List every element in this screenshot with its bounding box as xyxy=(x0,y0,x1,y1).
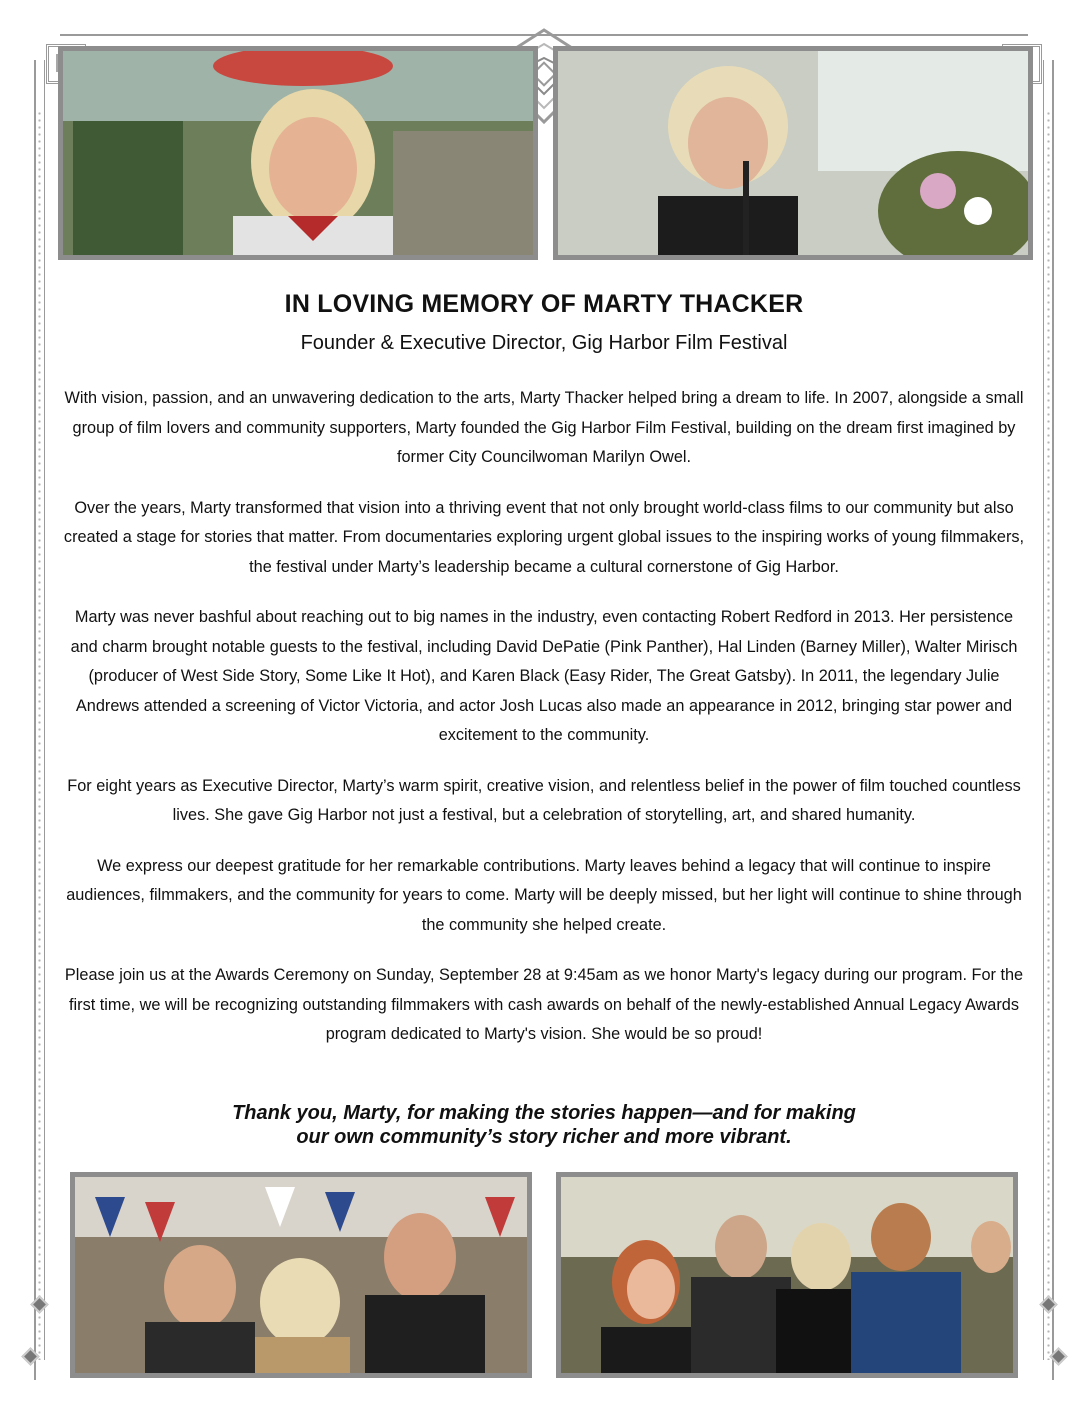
paragraph-guests: Marty was never bashful about reaching out to big names in the industry, even contacting Robert Redford in 2013. Her persistence and charm brought notable guests to the festival, including David DePatie (Pink Panther), Hal Linden (Barney Miller), Walter Mirisch (producer of West Side Story, Some Like It Hot), and Karen Black (Easy Rider, The Great Gatsby). In 2011, the legendary Julie Andrews attended a screening of Victor Victoria, and actor Josh Lucas also made an appearance in 2012, bringing star power and excitement to the community. xyxy=(70,608,1018,744)
paragraph-ceremony: Please join us at the Awards Ceremony on Sunday, September 28 at 9:45am as we honor Marty's legacy during our program. For the first time, we will be recognizing outstanding filmmakers with cash awards on behalf of the newly-established Annual Legacy Awards program dedicated to Marty's vision. She would be so proud! xyxy=(64,966,1024,1043)
frame-left-line xyxy=(34,60,36,1380)
photo-marty-speaking xyxy=(553,46,1033,260)
photo-marty-outdoor xyxy=(58,46,538,260)
closing-line-2: our own community’s story richer and more vibrant. xyxy=(296,1126,792,1148)
paragraph-director: For eight years as Executive Director, Marty’s warm spirit, creative vision, and relentless belief in the power of film touched countless lives. She gave Gig Harbor not just a festival, but a celebration of storytelling, art, and shared humanity. xyxy=(67,776,1021,824)
paragraph-founding: With vision, passion, and an unwavering dedication to the arts, Marty Thacker helped bring a dream to life. In 2007, alongside a small group of film lovers and community supporters, Marty founded the Gig Harbor Film Festival, building on the dream first imagined by former City Councilwoman Marilyn Owel. xyxy=(64,389,1024,466)
paragraph-growth: Over the years, Marty transformed that vision into a thriving event that not only brought world-class films to our community but also created a stage for stories that matter. From documentaries exploring urgent global issues to the inspiring works of young filmmakers, the festival under Marty’s leadership became a cultural cornerstone of Gig Harbor. xyxy=(63,498,1025,576)
page-title: IN LOVING MEMORY OF MARTY THACKER xyxy=(284,290,804,318)
memorial-body xyxy=(62,384,1026,1071)
frame-right-inner-line xyxy=(1043,60,1044,1360)
paragraph-gratitude: We express our deepest gratitude for her remarkable contributions. Marty leaves behind a legacy that will continue to inspire audiences, filmmakers, and the community for years to come. Marty will be deeply missed, but her light will continue to shine through the community she helped create. xyxy=(66,856,1022,934)
frame-left-inner-line xyxy=(44,60,45,1360)
page-subtitle: Founder & Executive Director, Gig Harbor Film Festival xyxy=(300,332,788,354)
closing-line-1: Thank you, Marty, for making the stories happen—and for making xyxy=(232,1102,856,1124)
closing-message xyxy=(0,1101,1088,1149)
frame-diamond-left-2 xyxy=(21,1347,39,1365)
frame-right-line xyxy=(1052,60,1054,1380)
photo-festival-group xyxy=(70,1172,532,1378)
photo-festival-guests xyxy=(556,1172,1018,1378)
